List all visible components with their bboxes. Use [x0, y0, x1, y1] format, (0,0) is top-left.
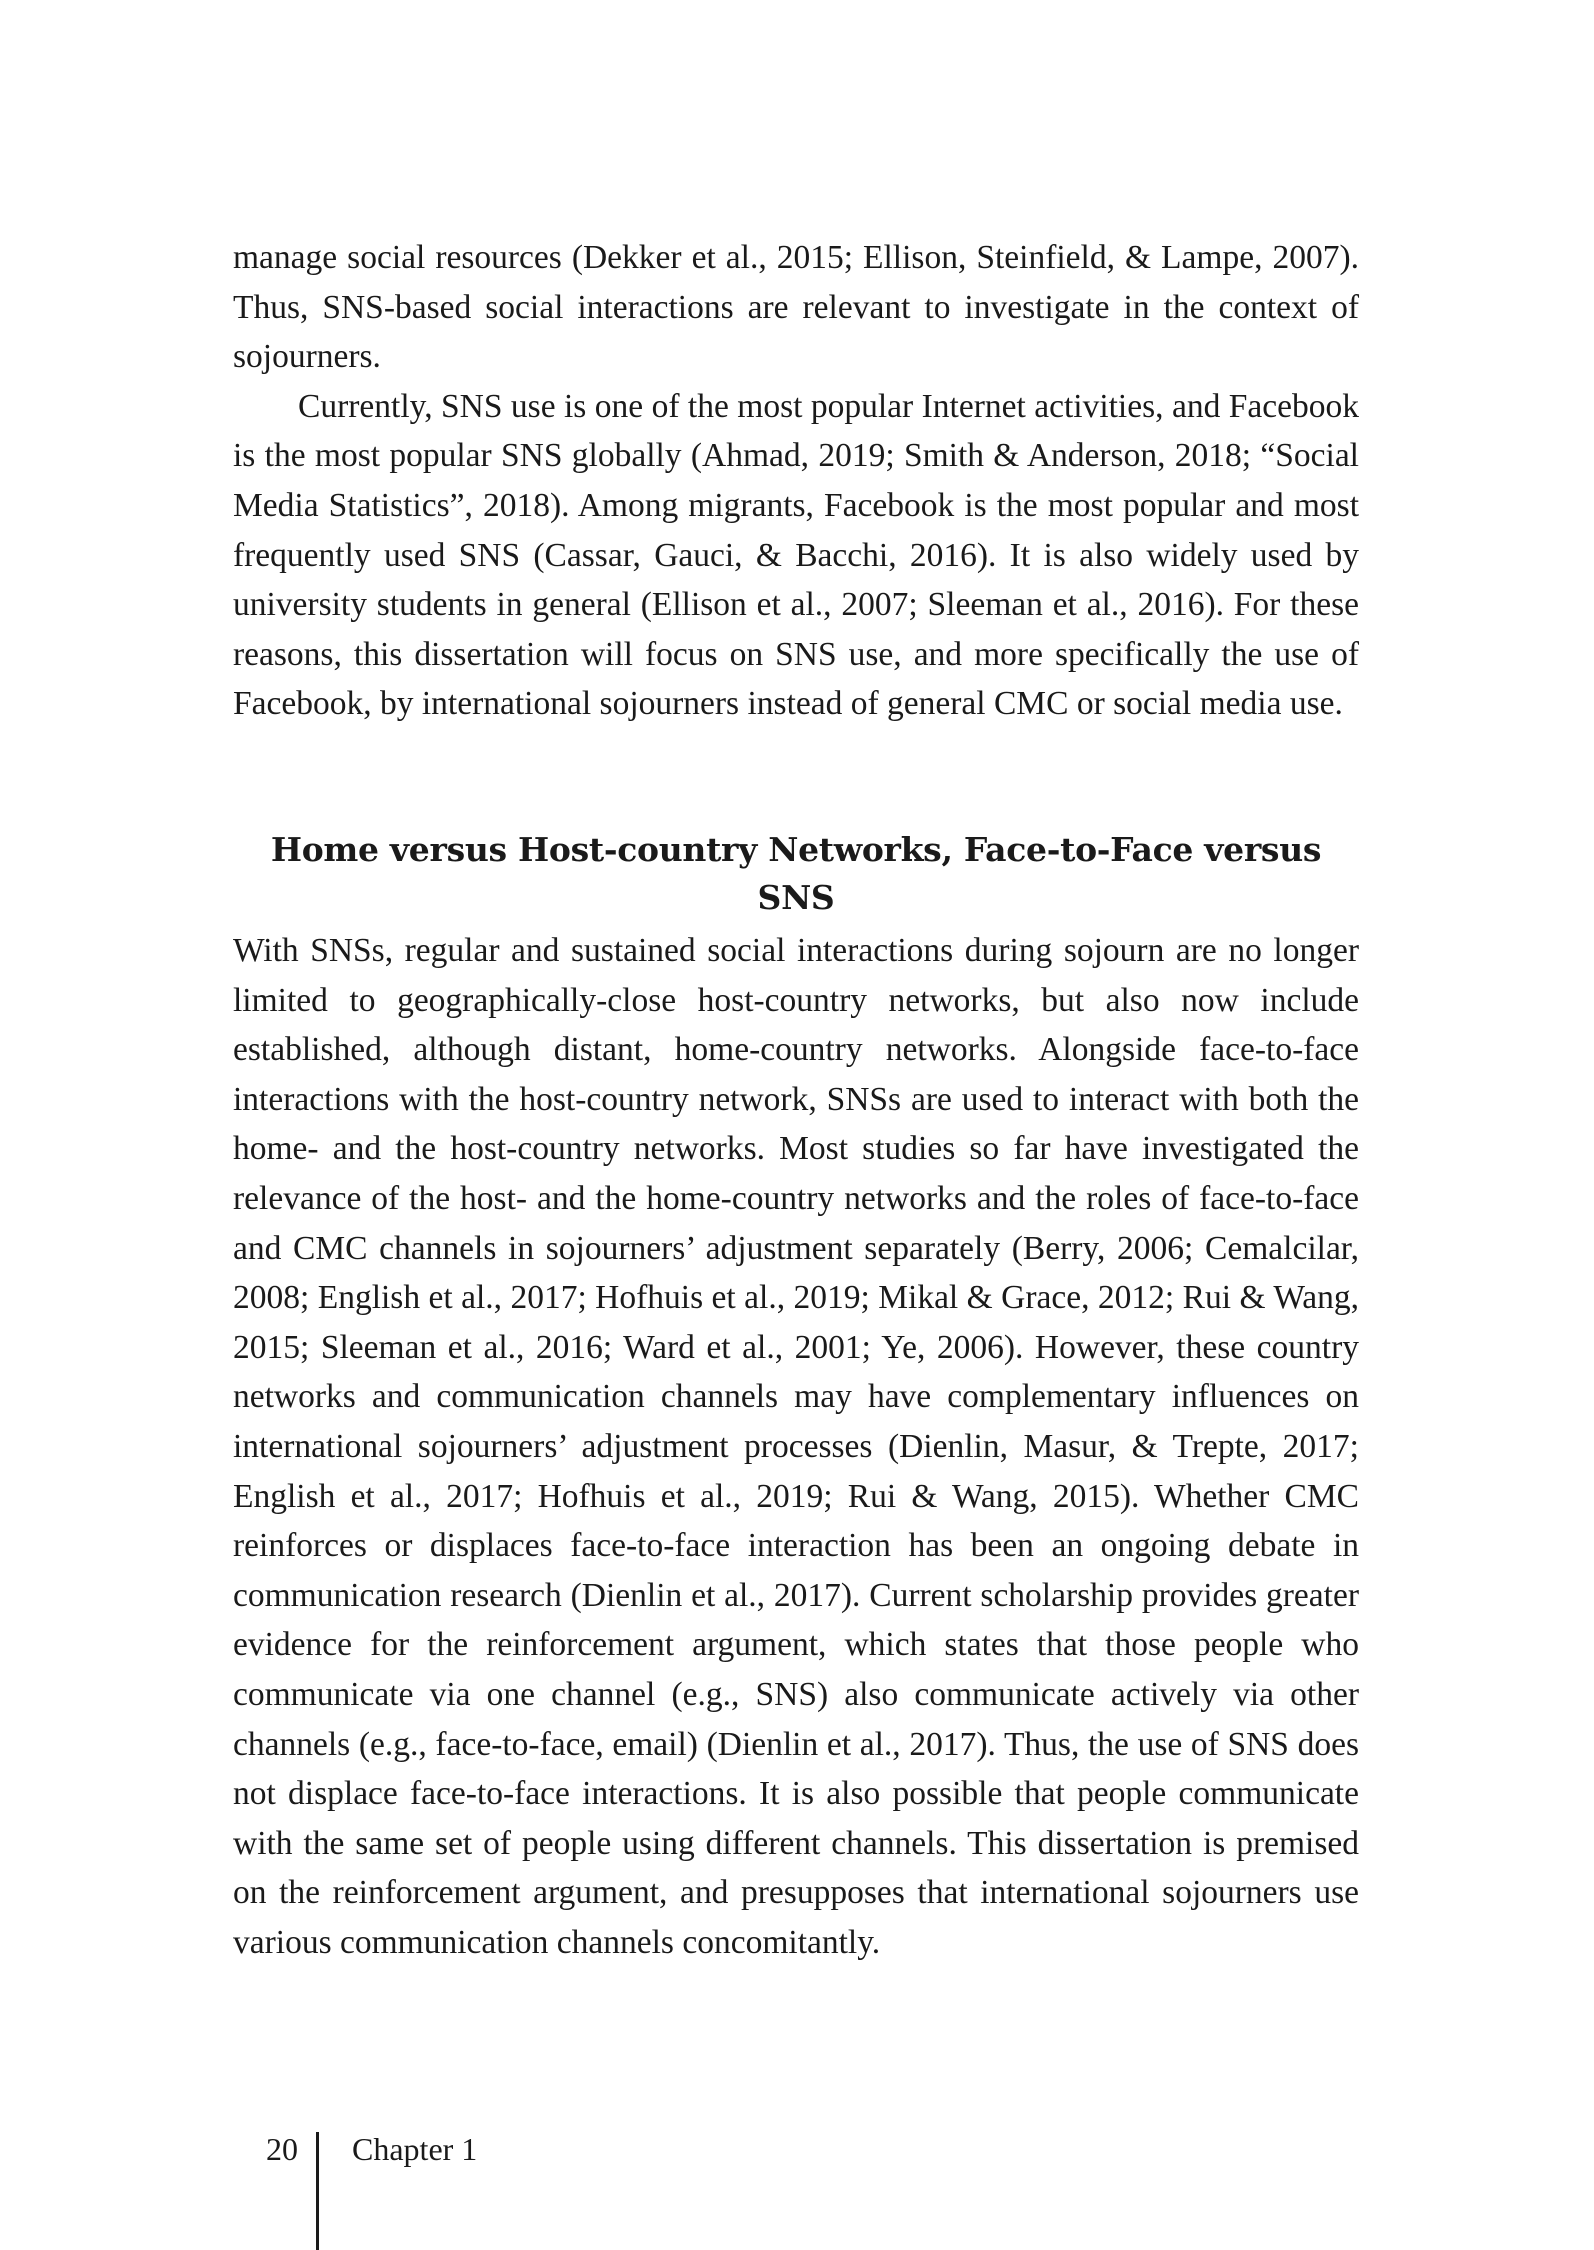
chapter-label: Chapter 1	[352, 2131, 478, 2167]
page-footer	[0, 2100, 1594, 2250]
body-paragraph-continued: manage social resources (Dekker et al., 2015; Ellison, Steinfield, & Lampe, 2007). Thus, SNS-based social interactions are relevant to investigate in the context of sojourners.	[233, 239, 1359, 376]
body-text-top	[233, 233, 1359, 729]
body-paragraph-facebook: Currently, SNS use is one of the most popular Internet activities, and Facebook is the most popular SNS globally (Ahmad, 2019; Smith & Anderson, 2018; “Social Media Statistics”, 2018). Among migrants, Facebook is the most popular and most frequently used SNS (Cassar, Gauci, & Bacchi, 2016). It is also widely used by university students in general (Ellison et al., 2007; Sleeman et al., 2016). For these reasons, this dissertation will focus on SNS use, and more specifically the use of Facebook, by international sojourners instead of general CMC or social media use.	[233, 387, 1359, 723]
footer-divider	[316, 2132, 319, 2250]
body-text-section	[233, 926, 1359, 1967]
page-number: 20	[266, 2131, 298, 2167]
body-paragraph-networks: With SNSs, regular and sustained social interactions during sojourn are no longer limited to geographically-close host-country networks, but also now include established, although distant, home-country networks. Alongside face-to-face interactions with the host-country network, SNSs are used to interact with both the home- and the host-country networks. Most studies so far have investigated the relevance of the host- and the home-country networks and the roles of face-to-face and CMC channels in sojourners’ adjustment separately (Berry, 2006; Cemalcilar, 2008; English et al., 2017; Hofhuis et al., 2019; Mikal & Grace, 2012; Rui & Wang, 2015; Sleeman et al., 2016; Ward et al., 2001; Ye, 2006). However, these country networks and communication channels may have complementary influences on international sojourners’ adjustment processes (Dienlin, Masur, & Trepte, 2017; English et al., 2017; Hofhuis et al., 2019; Rui & Wang, 2015). Whether CMC reinforces or displaces face-to-face interaction has been an ongoing debate in communication research (Dienlin et al., 2017). Current scholarship provides greater evidence for the reinforcement argument, which states that those people who communicate via one channel (e.g., SNS) also communicate actively via other channels (e.g., face-to-face, email) (Dienlin et al., 2017). Thus, the use of SNS does not displace face-to-face interactions. It is also possible that people communicate with the same set of people using different channels. This dissertation is premised on the reinforcement argument, and presupposes that international sojourners use various communication channels concomitantly.	[233, 932, 1359, 1961]
section-heading: Home versus Host-country Networks, Face-to-Face versus SNS	[270, 830, 1322, 917]
